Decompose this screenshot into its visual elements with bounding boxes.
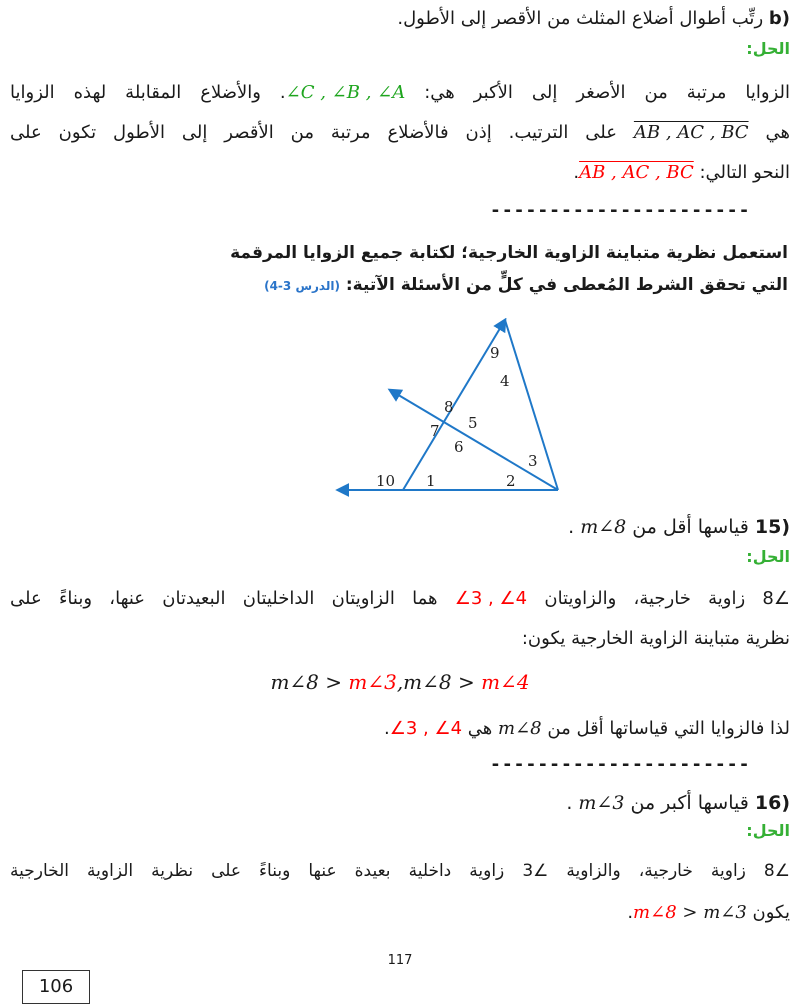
solution-b-line2	[10, 120, 790, 146]
instruction-line2	[10, 272, 788, 299]
angles-ordered: ∠C , ∠B , ∠A	[285, 82, 406, 103]
sides-answer: AB , AC , BC	[579, 162, 694, 183]
text: ∠8 زاوية خارجية، والزاويتان	[544, 588, 791, 609]
solution-label: الحل:	[746, 547, 790, 566]
page-box-number: 106	[22, 970, 90, 1004]
text: .	[568, 516, 575, 538]
question-number: 16)	[754, 792, 790, 814]
angle-label-10: 10	[376, 472, 396, 490]
angle-label-8: 8	[444, 398, 454, 416]
text: . والأضلاع المقابلة لهذه الزوايا	[10, 82, 286, 103]
text: الزوايا مرتبة من الأصغر إلى الأكبر هي:	[424, 82, 790, 103]
text: .	[383, 718, 390, 739]
instruction-line1: استعمل نظرية متباينة الزاوية الخارجية؛ لكتابة جميع الزوايا المرقمة	[230, 243, 788, 263]
text: m∠4	[481, 670, 530, 694]
text: يكون	[752, 902, 790, 923]
text: النحو التالي:	[699, 162, 790, 183]
lesson-reference: (الدرس 3-4)	[264, 279, 340, 293]
remote-angles: ∠3 , ∠4	[454, 588, 528, 609]
transversal-line	[390, 390, 558, 490]
question-expr: m∠8	[580, 516, 627, 538]
angle-label-2: 2	[506, 472, 516, 490]
solution-label-15	[10, 544, 790, 570]
question-15	[10, 514, 790, 540]
inequalities	[0, 670, 800, 694]
angle-label-1: 1	[426, 472, 436, 490]
text: التي تحقق الشرط المُعطى في كلٍّ من الأسئلة الآتية:	[345, 275, 788, 295]
question-b-marker: b)	[768, 8, 790, 29]
separator: ----------------------	[490, 200, 751, 221]
q16-line1: ∠8 زاوية خارجية، والزاوية ∠3 زاوية داخلية بعيدة عنها وبناءً على نظرية الزاوية الخارجية	[10, 861, 790, 881]
text: ∠3 , ∠4	[389, 718, 463, 739]
text: .	[566, 792, 573, 814]
angle-labels	[376, 344, 538, 490]
text: > m∠3	[682, 902, 747, 923]
question-number: 15)	[754, 516, 790, 538]
text: m∠8	[633, 902, 677, 923]
sides-ordered: AB , AC , BC	[633, 122, 749, 143]
angle-label-6: 6	[454, 438, 464, 456]
text: على الترتيب. إذن فالأضلاع مرتبة من الأقصر إلى الأطول تكون على	[10, 122, 617, 143]
solution-label: الحل:	[746, 39, 790, 58]
q15-line1	[10, 586, 790, 612]
solution-label-16	[10, 818, 790, 844]
triangle-diagram	[330, 318, 580, 498]
q15-line2: نظرية متباينة الزاوية الخارجية يكون:	[521, 628, 790, 649]
q15-conclusion	[10, 716, 790, 742]
solution-label: الحل:	[746, 821, 790, 840]
solution-b-line1	[10, 80, 790, 106]
text: هما الزاويتان الداخليتان البعيدتان عنها، وبناءً على	[10, 588, 438, 609]
q16-line2	[10, 900, 790, 926]
text: m∠8	[498, 718, 542, 739]
text: m∠3	[348, 670, 397, 694]
question-text: قياسها أقل من	[632, 516, 749, 538]
angle-label-9: 9	[490, 344, 500, 362]
angle-label-5: 5	[468, 414, 478, 432]
angle-label-4: 4	[500, 372, 510, 390]
solution-label-b	[10, 36, 790, 62]
text: هي	[765, 122, 790, 143]
page-number: 117	[387, 953, 413, 968]
question-16	[10, 790, 790, 816]
text: هي	[467, 718, 493, 739]
text: m∠8 >	[403, 670, 475, 694]
question-expr: m∠3	[578, 792, 625, 814]
text: m∠8 >	[270, 670, 342, 694]
angle-label-3: 3	[528, 452, 538, 470]
solution-b-line3: النحو التالي: AB , AC , BC.	[10, 160, 790, 186]
question-text: قياسها أكبر من	[630, 792, 749, 814]
question-b-text: رتِّب أطوال أضلاع المثلث من الأقصر إلى الأطول.	[397, 8, 764, 29]
text: ,	[396, 670, 404, 694]
angle-label-7: 7	[430, 422, 440, 440]
question-b	[10, 6, 790, 32]
text: لذا فالزوايا التي قياساتها أقل من	[547, 718, 790, 739]
separator: ----------------------	[490, 754, 751, 775]
text: .	[627, 902, 634, 923]
